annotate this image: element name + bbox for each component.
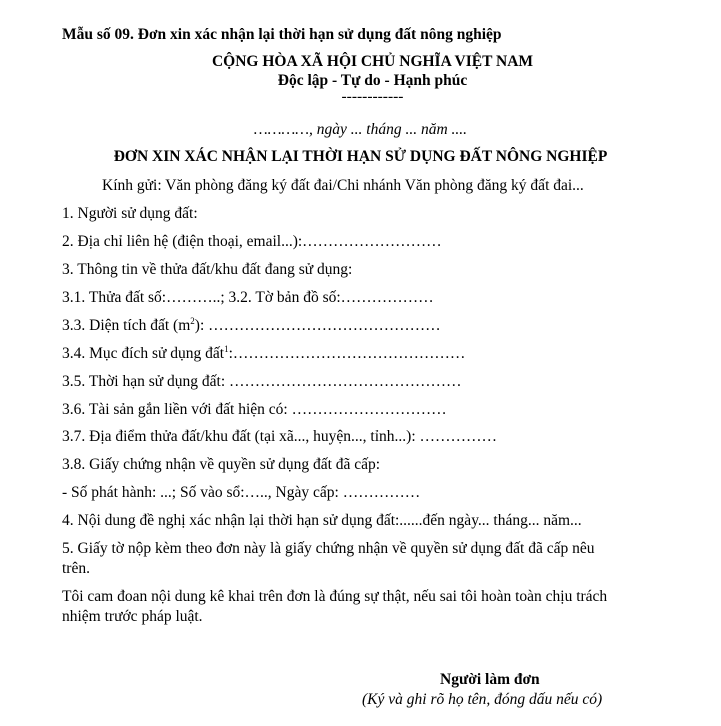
- field-purpose: 3.4. Mục đích sử dụng đất$^1$:………………………………………: [62, 343, 466, 362]
- recipient: Kính gửi: Văn phòng đăng ký đất đai/Chi nhánh Văn phòng đăng ký đất đai...: [102, 177, 584, 194]
- field-user: 1. Người sử dụng đất:: [62, 205, 198, 222]
- field-term: 3.5. Thời hạn sử dụng đất: ………………………………………: [62, 373, 462, 390]
- field-contact: 2. Địa chỉ liên hệ (điện thoại, email...):………………………: [62, 233, 442, 250]
- signature-note: (Ký và ghi rõ họ tên, đóng dấu nếu có): [362, 691, 603, 708]
- field-request: 4. Nội dung đề nghị xác nhận lại thời hạn sử dụng đất:......đến ngày... tháng... năm...: [62, 512, 582, 529]
- field-location: 3.7. Địa điểm thửa đất/khu đất (tại xã..., huyện..., tỉnh...): ……………: [62, 428, 498, 445]
- field-attachments-cont: trên.: [62, 560, 90, 577]
- motto: Độc lập - Tự do - Hạnh phúc: [277, 72, 468, 89]
- field-attachments: 5. Giấy tờ nộp kèm theo đơn này là giấy chứng nhận về quyền sử dụng đất đã cấp nêu: [62, 540, 595, 557]
- field-parcel-number: 3.1. Thửa đất số:………..; 3.2. Tờ bản đồ số:………………: [62, 289, 434, 306]
- field-area: 3.3. Diện tích đất $(m^2)$: ………………………………………: [62, 315, 441, 334]
- form-number: Mẫu số 09. Đơn xin xác nhận lại thời hạn sử dụng đất nông nghiệp: [62, 26, 502, 43]
- nation-heading: CỘNG HÒA XÃ HỘI CHỦ NGHĨA VIỆT NAM: [211, 53, 534, 70]
- commitment: Tôi cam đoan nội dung kê khai trên đơn là đúng sự thật, nếu sai tôi hoàn toàn chịu trách: [62, 588, 608, 605]
- field-land-info: 3. Thông tin về thửa đất/khu đất đang sử dụng:: [62, 261, 353, 278]
- signature-title: Người làm đơn: [440, 671, 540, 688]
- field-certificate-detail: - Số phát hành: ...; Số vào sổ:….., Ngày cấp: ……………: [62, 484, 421, 501]
- place-date: …………, ngày ... tháng ... năm ....: [253, 121, 468, 138]
- field-certificate: 3.8. Giấy chứng nhận về quyền sử dụng đất đã cấp:: [62, 456, 381, 473]
- document-title: ĐƠN XIN XÁC NHẬN LẠI THỜI HẠN SỬ DỤNG ĐẤT NÔNG NGHIỆP: [113, 148, 608, 165]
- divider: ------------: [341, 88, 404, 105]
- commitment-cont: nhiệm trước pháp luật.: [62, 608, 203, 625]
- field-assets: 3.6. Tài sản gắn liền với đất hiện có: …………………………: [62, 401, 447, 418]
